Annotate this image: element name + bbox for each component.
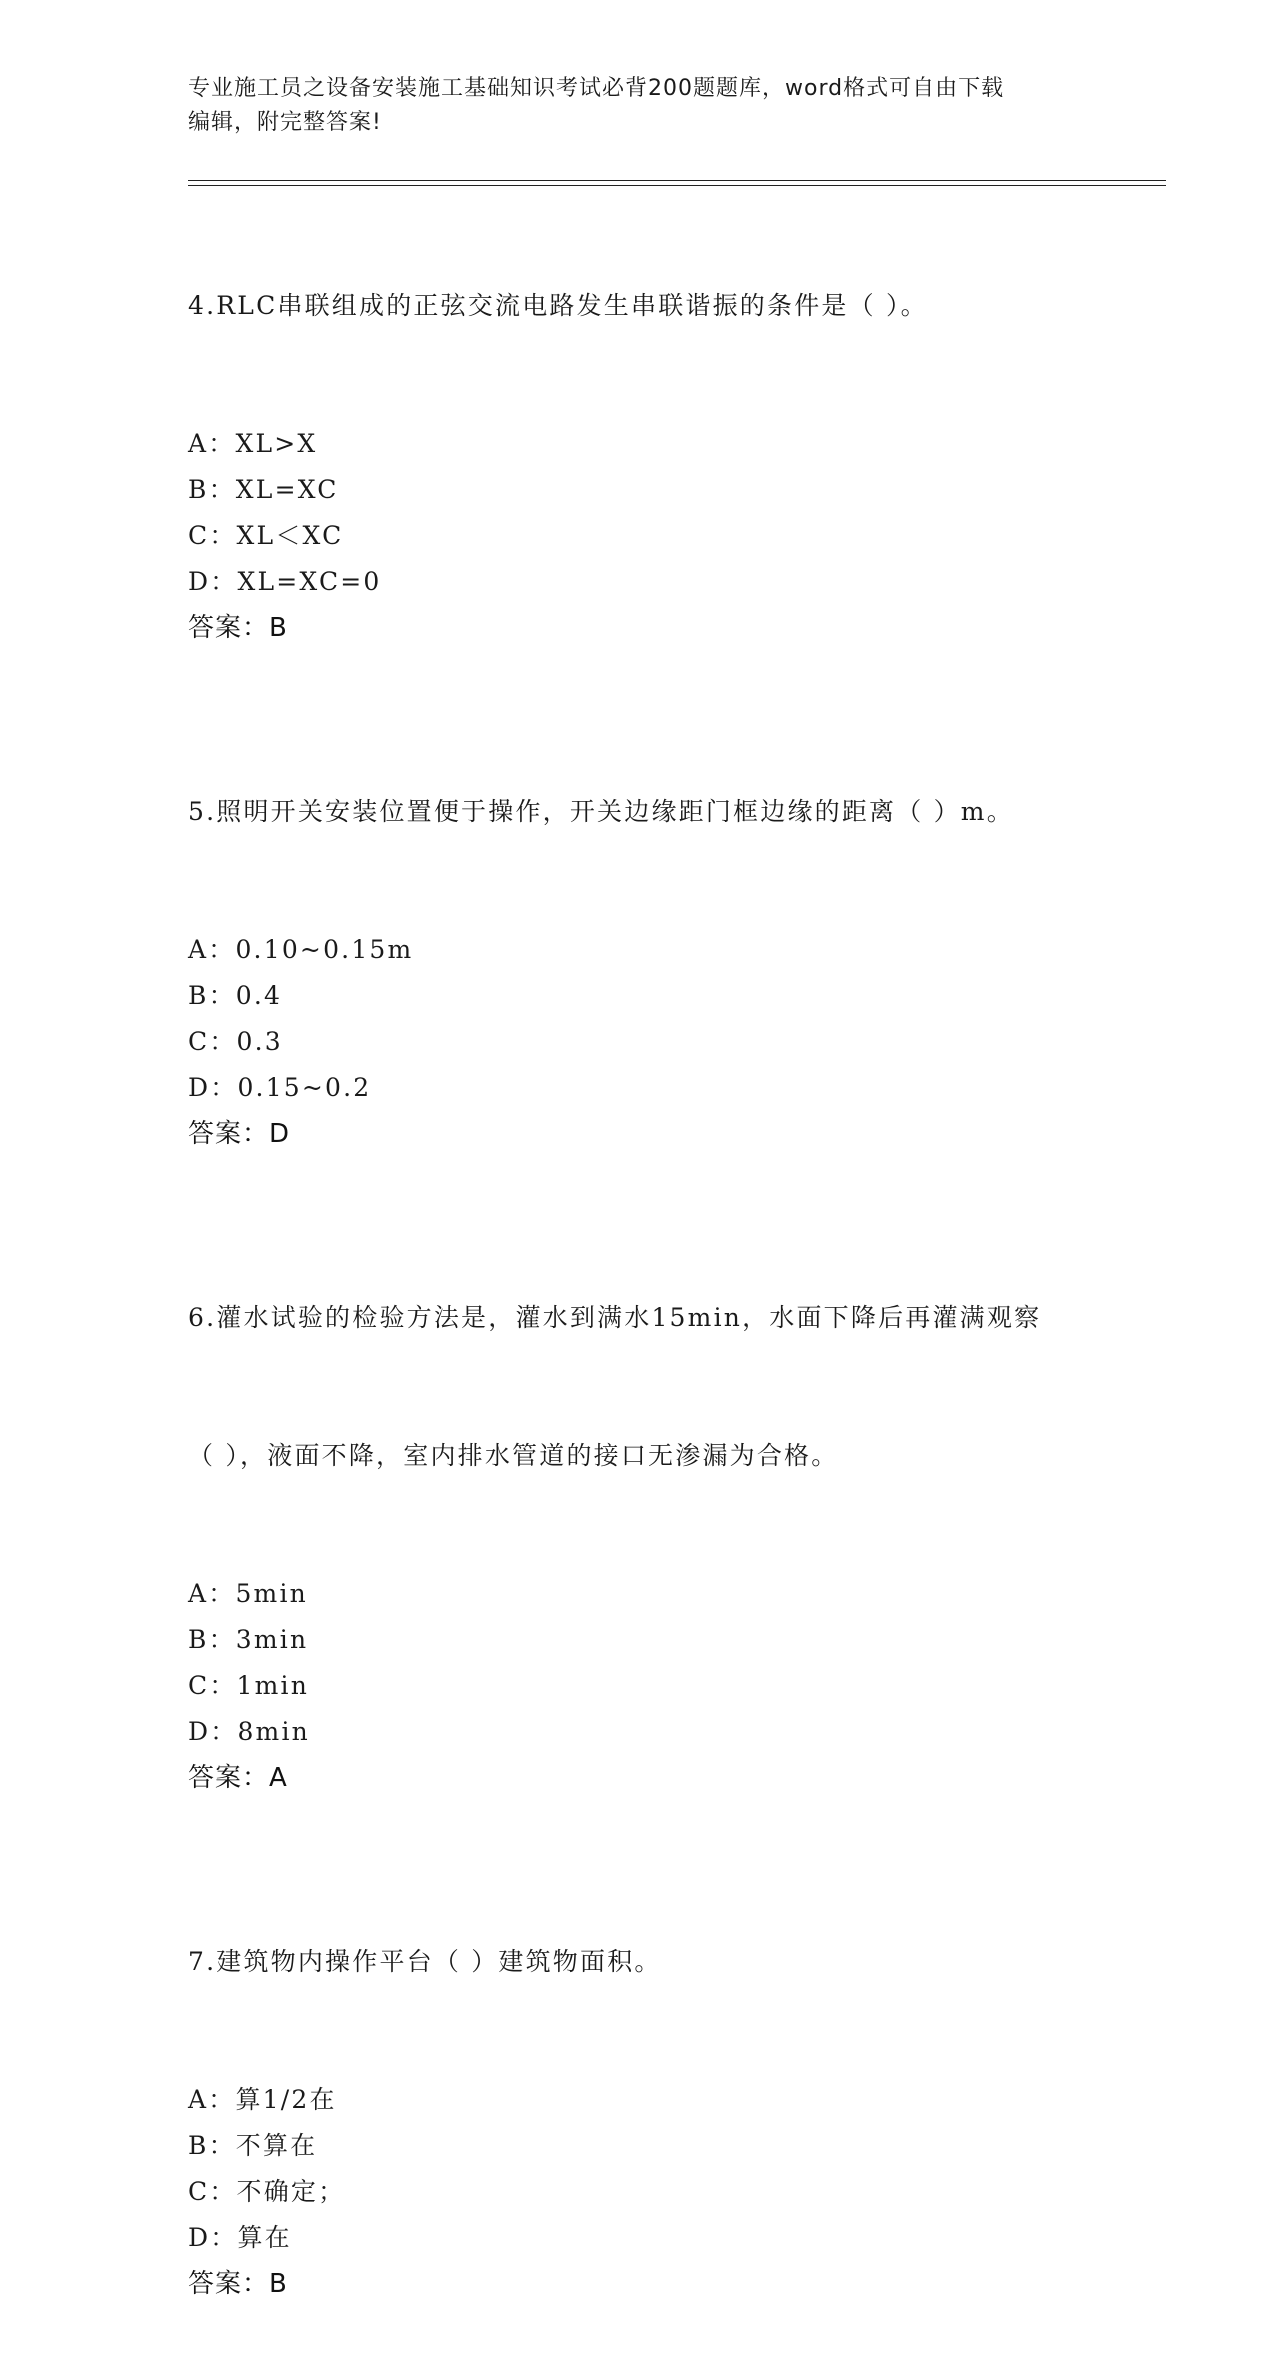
question-list [188,191,1088,2353]
header-divider-top [188,180,1166,181]
answer: 答案：B [188,2269,288,2299]
document-header [188,72,1068,140]
question-stem-line: 4.RLC串联组成的正弦交流电路发生串联谐振的条件是（ ）。 [188,291,928,320]
option-d: D：0.15~0.2 [188,1073,372,1102]
question-stem [188,191,1088,421]
answer: 答案：A [188,1763,288,1793]
option-b: B：3min [188,1625,309,1654]
question-4 [188,191,1088,651]
question-5 [188,697,1088,1157]
question-stem-line: （ ），液面不降，室内排水管道的接口无渗漏为合格。 [188,1441,839,1470]
option-b: B：0.4 [188,981,283,1010]
question-7 [188,1847,1088,2307]
option-d: D：XL=XC=0 [188,567,382,596]
question-stem [188,1847,1088,2077]
option-c: C：1min [188,1671,310,1700]
question-stem-line: 6.灌水试验的检验方法是，灌水到满水15min，水面下降后再灌满观察 [188,1303,1042,1332]
answer: 答案：B [188,613,288,643]
header-line-2: 编辑，附完整答案! [188,110,382,135]
option-d: D：算在 [188,2223,292,2252]
question-stem [188,697,1088,927]
question-stem [188,1203,1088,1571]
option-c: C：不确定； [188,2177,346,2206]
option-b: B：不算在 [188,2131,318,2160]
option-c: C：XL＜XC [188,521,344,550]
question-stem-line: 7.建筑物内操作平台（ ）建筑物面积。 [188,1947,662,1976]
option-b: B：XL=XC [188,475,339,504]
answer: 答案：D [188,1119,291,1149]
option-a: A：0.10~0.15m [188,935,414,964]
header-line-1: 专业施工员之设备安装施工基础知识考试必背200题题库，word格式可自由下载 [188,76,1005,101]
option-a: A：算1/2在 [188,2085,337,2114]
option-a: A：XL>X [188,429,318,458]
header-divider-bottom [188,185,1166,186]
option-d: D：8min [188,1717,310,1746]
option-a: A：5min [188,1579,308,1608]
question-6 [188,1203,1088,1801]
option-c: C：0.3 [188,1027,283,1056]
question-stem-line: 5.照明开关安装位置便于操作，开关边缘距门框边缘的距离（ ）m。 [188,797,1014,826]
